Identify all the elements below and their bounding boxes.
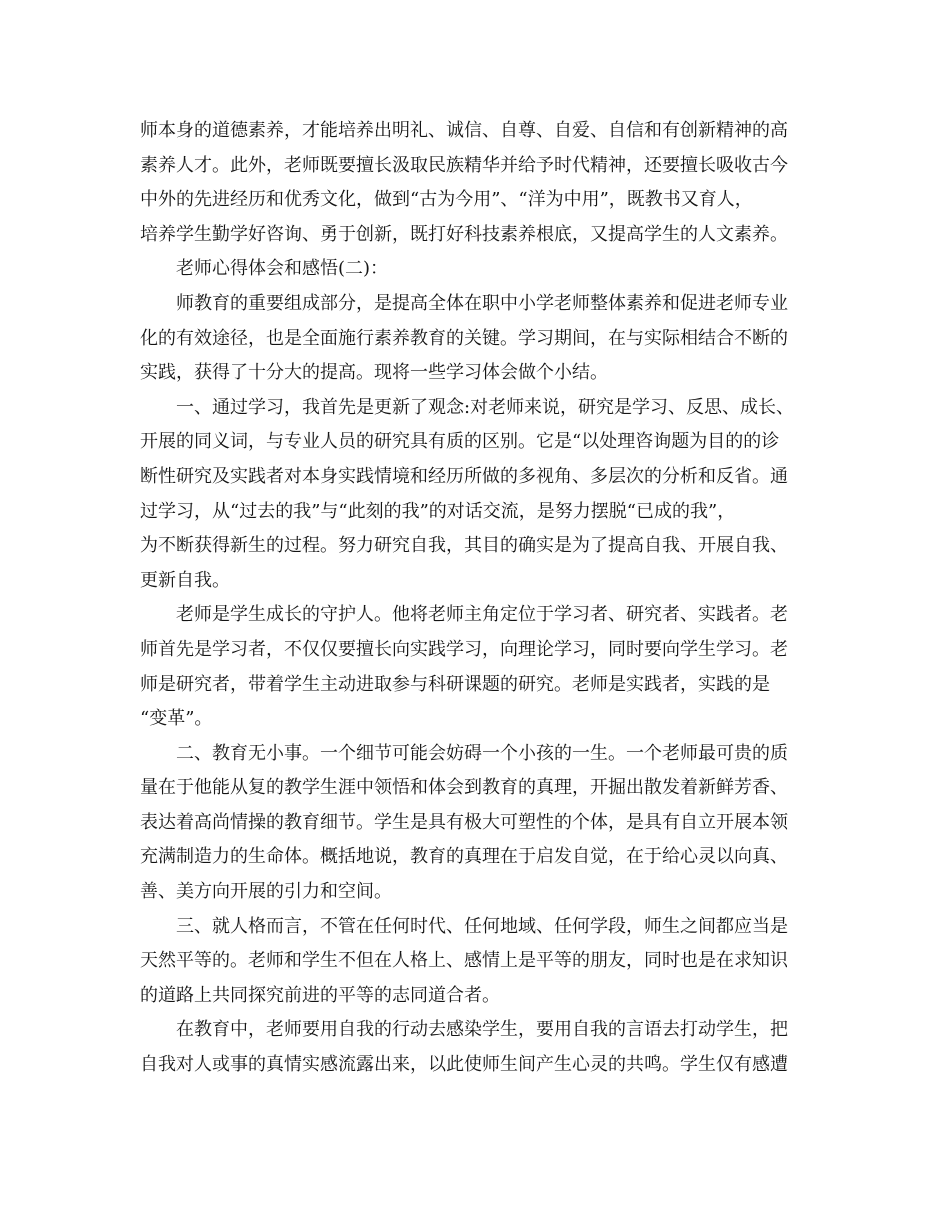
- text-line: 充满制造力的生命体。概括地说，教育的真理在于启发自觉，在于给心灵以向真、: [140, 846, 788, 868]
- text-line: 开展的同义词，与专业人员的研究具有质的区别。它是“以处理咨询题为目的的诊: [140, 431, 780, 453]
- text-line: 在教育中，老师要用自我的行动去感染学生，要用自我的言语去打动学生，把: [176, 1019, 788, 1041]
- text-line: 量在于他能从复的教学生涯中领悟和体会到教育的真理，开掘出散发着新鲜芳香、: [140, 777, 788, 799]
- text-line: 一、通过学习，我首先是更新了观念:对老师来说，研究是学习、反思、成长、: [176, 396, 795, 418]
- text-line: 化的有效途径，也是全面施行素养教育的关键。学习期间，在与实际相结合不断的: [140, 327, 788, 349]
- text-line: 老师是学生成长的守护人。他将老师主角定位于学习者、研究者、实践者。老: [176, 604, 788, 626]
- text-line: 中外的先进经历和优秀文化，做到“古为今用”、“洋为中用”，既教书又育人，: [140, 189, 753, 211]
- text-line: 表达着高尚情操的教育细节。学生是具有极大可塑性的个体，是具有自立开展本领: [140, 811, 788, 833]
- text-line: 的道路上共同探究前进的平等的志同道合者。: [140, 984, 500, 1006]
- text-line: 断性研究及实践者对本身实践情境和经历所做的多视角、多层次的分析和反省。通: [140, 465, 788, 487]
- text-line: 更新自我。: [140, 569, 230, 591]
- text-line: 师首先是学习者，不仅仅要擅长向实践学习，向理论学习，同时要向学生学习。老: [140, 638, 788, 660]
- text-line: 实践，获得了十分大的提高。现将一些学习体会做个小结。: [140, 362, 608, 384]
- text-line: 师教育的重要组成部分，是提高全体在职中小学老师整体素养和促进老师专业: [176, 292, 788, 314]
- text-line: 二、教育无小事。一个细节可能会妨碍一个小孩的一生。一个老师最可贵的质: [176, 742, 788, 764]
- text-line: 三、就人格而言，不管在任何时代、任何地域、任何学段，师生之间都应当是: [176, 915, 788, 937]
- text-line: “变革”。: [140, 708, 213, 730]
- text-line: 师是研究者，带着学生主动进取参与科研课题的研究。老师是实践者，实践的是: [140, 673, 770, 695]
- section-heading: 老师心得体会和感悟(二)：: [176, 258, 389, 280]
- text-line: 为不断获得新生的过程。努力研究自我，其目的确实是为了提高自我、开展自我、: [140, 535, 788, 557]
- text-line: 天然平等的。老师和学生不但在人格上、感情上是平等的朋友，同时也是在求知识: [140, 950, 788, 972]
- text-line: 培养学生勤学好咨询、勇于创新，既打好科技素养根底，又提高学生的人文素养。: [140, 223, 788, 245]
- text-line: 过学习，从“过去的我”与“此刻的我”的对话交流，是努力摆脱“已成的我”，: [140, 500, 736, 522]
- text-line: 自我对人或事的真情实感流露出来，以此使师生间产生心灵的共鸣。学生仅有感遭: [140, 1054, 788, 1076]
- document-body: [140, 114, 820, 1083]
- text-line: 素养人才。此外，老师既要擅长汲取民族精华并给予时代精神，还要擅长吸收古今: [140, 154, 788, 176]
- text-line: 善、美方向开展的引力和空间。: [140, 881, 392, 903]
- text-line: 师本身的道德素养，才能培养出明礼、诚信、自尊、自爱、自信和有创新精神的高: [140, 120, 788, 141]
